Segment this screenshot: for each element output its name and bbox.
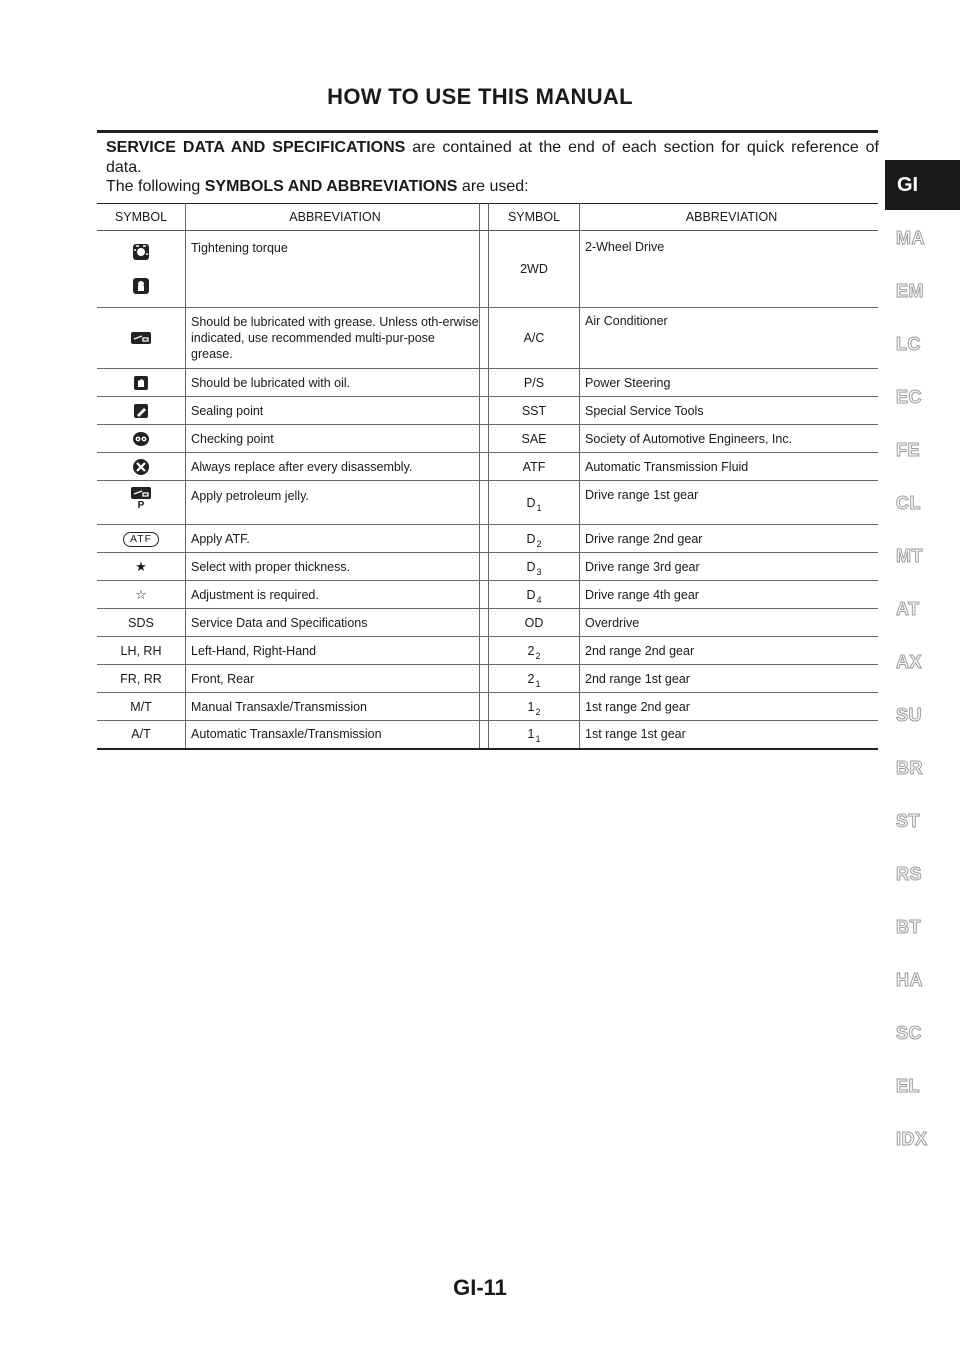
cell-abbreviation: Manual Transaxle/Transmission xyxy=(186,693,480,721)
symbol-subscript: 1 xyxy=(535,678,541,689)
cell-abbreviation: Should be lubricated with grease. Unless oth-erwise indicated, use recommended multi-pur-pose grease. xyxy=(186,308,480,369)
symbol-subscript: 2 xyxy=(536,538,542,549)
cell-symbol: 2WD xyxy=(489,231,580,308)
section-tab-ec[interactable]: EC xyxy=(896,387,923,407)
cell-symbol xyxy=(489,481,580,525)
symbol-letter: D xyxy=(526,587,536,602)
cell-abbreviation: Select with proper thickness. xyxy=(186,553,480,581)
table-row xyxy=(97,425,878,453)
section-tab-fe[interactable]: FE xyxy=(896,440,921,460)
section-tab-sc[interactable]: SC xyxy=(896,1023,923,1043)
cell-symbol-text: A/T xyxy=(97,721,186,749)
symbol-subscript: 2 xyxy=(535,706,541,717)
petroleum-jelly-icon xyxy=(97,481,186,525)
checking-eyes-icon xyxy=(97,425,186,453)
cell-meaning: 1st range 2nd gear xyxy=(580,693,879,721)
section-tab-ha[interactable]: HA xyxy=(896,970,923,990)
symbol-subscript: 3 xyxy=(536,566,542,577)
cell-abbreviation: Service Data and Specifications xyxy=(186,609,480,637)
cell-symbol-text: FR, RR xyxy=(97,665,186,693)
cell-meaning: Power Steering xyxy=(580,369,879,397)
cell-symbol xyxy=(489,581,580,609)
header-symbol: SYMBOL xyxy=(97,204,186,231)
cell-symbol: OD xyxy=(489,609,580,637)
table-row xyxy=(97,693,878,721)
tightening-torque-icon xyxy=(97,231,186,308)
section-tab-at[interactable]: AT xyxy=(896,599,920,619)
header-abbreviation: ABBREVIATION xyxy=(186,204,480,231)
section-tab-mt[interactable]: MT xyxy=(896,546,923,566)
symbol-letter: 2 xyxy=(527,671,535,686)
table-row xyxy=(97,231,878,308)
cell-symbol xyxy=(489,665,580,693)
cell-abbreviation: Automatic Transaxle/Transmission xyxy=(191,727,382,742)
header-abbreviation-2: ABBREVIATION xyxy=(580,204,879,231)
symbol-letter: 1 xyxy=(527,699,535,714)
symbol-subscript: 4 xyxy=(536,594,542,605)
cell-meaning: Automatic Transmission Fluid xyxy=(580,453,879,481)
atf-icon xyxy=(97,525,186,553)
cell-meaning: Air Conditioner xyxy=(580,308,879,369)
symbols-table xyxy=(97,203,878,750)
cell-abbreviation: Left-Hand, Right-Hand xyxy=(186,637,480,665)
table-row xyxy=(97,665,878,693)
table-row xyxy=(97,525,878,553)
symbols-lead: The following xyxy=(106,178,205,195)
header-rule xyxy=(97,130,878,133)
intro-paragraph xyxy=(106,138,879,178)
section-tab-lc[interactable]: LC xyxy=(896,334,921,354)
cell-symbol xyxy=(489,721,580,749)
section-tab-ax[interactable]: AX xyxy=(896,652,923,672)
table-row xyxy=(97,481,878,525)
table-row xyxy=(97,308,878,369)
cell-symbol xyxy=(489,525,580,553)
filled-star-icon: ★ xyxy=(97,553,186,581)
cell-abbreviation: Sealing point xyxy=(186,397,480,425)
cell-meaning: 2nd range 1st gear xyxy=(580,665,879,693)
cell-abbreviation: Should be lubricated with oil. xyxy=(186,369,480,397)
header-symbol-2: SYMBOL xyxy=(489,204,580,231)
section-tab-bt[interactable]: BT xyxy=(896,917,921,937)
cell-symbol-text: LH, RH xyxy=(97,637,186,665)
cell-symbol: SAE xyxy=(489,425,580,453)
cell-symbol xyxy=(489,693,580,721)
section-tab-rs[interactable]: RS xyxy=(896,864,923,884)
atf-icon-label: ATF xyxy=(123,532,159,547)
table-row xyxy=(97,453,878,481)
section-tab-st[interactable]: ST xyxy=(896,811,921,831)
table-row xyxy=(97,397,878,425)
cell-meaning: Drive range 3rd gear xyxy=(580,553,879,581)
symbol-letter: D xyxy=(526,495,536,510)
symbol-letter: 1 xyxy=(527,727,535,742)
cell-symbol: P/S xyxy=(489,369,580,397)
cell-abbreviation: Apply ATF. xyxy=(186,525,480,553)
grease-gun-icon xyxy=(97,308,186,369)
replace-x-icon xyxy=(97,453,186,481)
symbol-letter: D xyxy=(526,559,536,574)
symbols-intro xyxy=(106,177,879,197)
cell-abbreviation: Always replace after every disassembly. xyxy=(186,453,480,481)
cell-symbol xyxy=(489,637,580,665)
table-row xyxy=(97,553,878,581)
sealing-icon xyxy=(97,397,186,425)
symbols-bold: SYMBOLS AND ABBREVIATIONS xyxy=(204,178,458,195)
outline-star-icon: ☆ xyxy=(97,581,186,609)
cell-abbreviation: Checking point xyxy=(186,425,480,453)
section-tab-gi[interactable]: GI xyxy=(885,160,960,210)
symbol-subscript: 2 xyxy=(535,650,541,661)
cell-meaning: Overdrive xyxy=(580,609,879,637)
section-tab-br[interactable]: BR xyxy=(896,758,923,778)
cell-abbreviation: Front, Rear xyxy=(186,665,480,693)
section-tab-el[interactable]: EL xyxy=(896,1076,921,1096)
table-header-row xyxy=(97,204,878,231)
petroleum-jelly-label: P xyxy=(137,500,145,511)
cell-meaning: Drive range 2nd gear xyxy=(580,525,879,553)
section-tab-idx[interactable]: IDX xyxy=(896,1129,928,1149)
cell-meaning: 2nd range 2nd gear xyxy=(580,637,879,665)
cell-symbol xyxy=(489,553,580,581)
cell-symbol: ATF xyxy=(489,453,580,481)
cell-meaning: Drive range 1st gear xyxy=(580,481,879,525)
section-tab-ma[interactable]: MA xyxy=(896,228,925,248)
table-row xyxy=(97,581,878,609)
cell-symbol: SST xyxy=(489,397,580,425)
section-tab-su[interactable]: SU xyxy=(896,705,923,725)
intro-bold-heading: SERVICE DATA AND SPECIFICATIONS xyxy=(106,139,406,156)
cell-meaning: Society of Automotive Engineers, Inc. xyxy=(580,425,879,453)
symbol-letter: 2 xyxy=(527,643,535,658)
cell-abbreviation: Apply petroleum jelly. xyxy=(186,481,480,525)
table-row xyxy=(97,609,878,637)
cell-symbol: A/C xyxy=(489,308,580,369)
cell-abbreviation: Tightening torque xyxy=(186,231,480,308)
cell-symbol-text: SDS xyxy=(97,609,186,637)
page-title: HOW TO USE THIS MANUAL xyxy=(327,84,633,109)
table-row xyxy=(97,637,878,665)
symbol-subscript: 1 xyxy=(535,734,541,745)
page-number: GI-11 xyxy=(453,1275,507,1300)
section-tab-cl[interactable]: CL xyxy=(896,493,921,513)
cell-abbreviation: Adjustment is required. xyxy=(186,581,480,609)
intro-text: are contained at the end of each section for quick reference of data. xyxy=(106,139,880,176)
symbol-letter: D xyxy=(526,531,536,546)
cell-meaning: Drive range 4th gear xyxy=(580,581,879,609)
cell-meaning: 1st range 1st gear xyxy=(585,727,686,742)
table-row xyxy=(97,369,878,397)
table-row xyxy=(97,721,878,749)
section-tab-em[interactable]: EM xyxy=(896,281,924,301)
cell-symbol-text: M/T xyxy=(97,693,186,721)
cell-meaning: 2-Wheel Drive xyxy=(580,231,879,308)
symbols-rest: are used: xyxy=(457,178,529,195)
symbol-subscript: 1 xyxy=(536,502,542,513)
oil-can-icon xyxy=(97,369,186,397)
cell-meaning: Special Service Tools xyxy=(580,397,879,425)
